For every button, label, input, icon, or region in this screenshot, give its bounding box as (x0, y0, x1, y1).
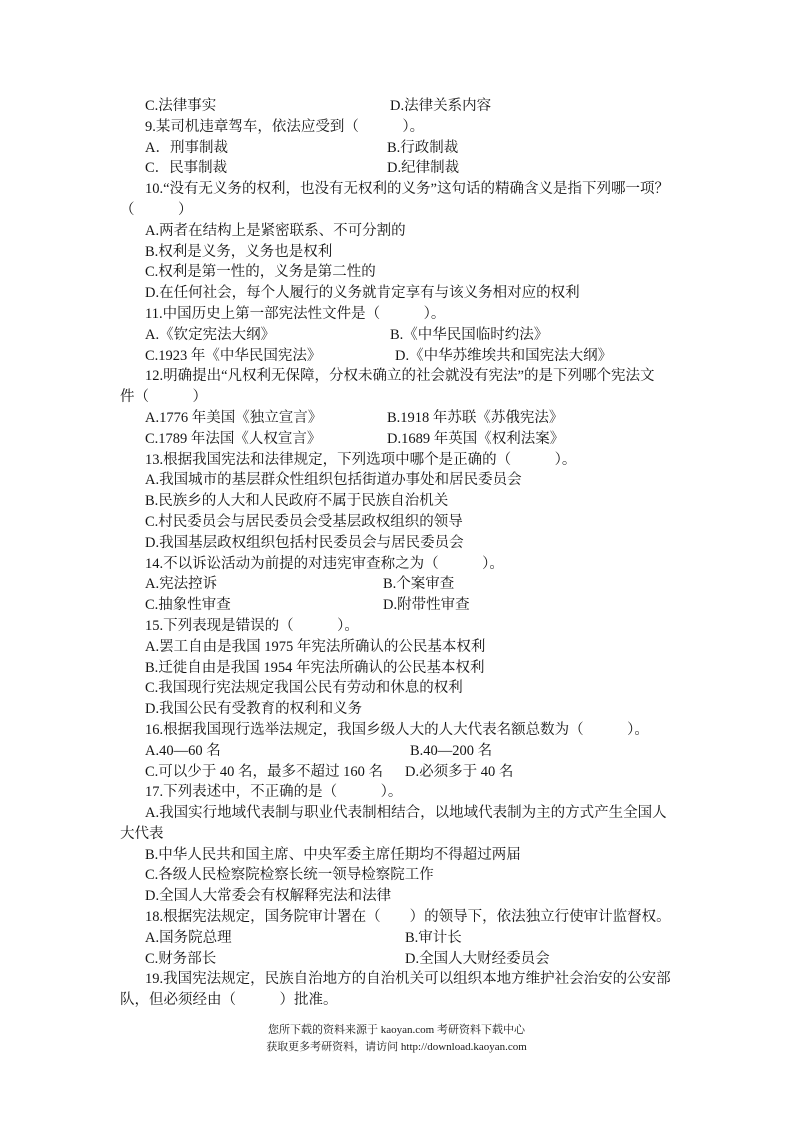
option-d: D.全国人大财经委员会 (405, 950, 550, 967)
question-16-options-ab (0, 741, 793, 762)
option-d: D.法律关系内容 (390, 98, 492, 114)
option-c: C．民事制裁 (145, 160, 228, 177)
option-d: D.纪律制裁 (387, 160, 460, 177)
option-a: A.宪法控诉 (145, 576, 218, 593)
option-a-continued: 大代表 (120, 825, 164, 842)
option-a: A.罢工自由是我国 1975 年宪法所确认的公民基本权利 (145, 638, 486, 655)
option-b: B.行政制裁 (387, 139, 459, 156)
question-14-options-cd (0, 595, 793, 616)
option-b: B.1918 年苏联《苏俄宪法》 (387, 409, 564, 426)
option-c: C.财务部长 (145, 950, 217, 967)
option-a: A.1776 年美国《独立宣言》 (145, 409, 323, 426)
option-c: C.各级人民检察院检察长统一领导检察院工作 (145, 867, 434, 884)
option-c: C.抽象性审查 (145, 597, 231, 614)
option-c: C.1789 年法国《人权宣言》 (145, 430, 322, 447)
option-d: D.在任何社会，每个人履行的义务就肯定享有与该义务相对应的权利 (145, 285, 580, 302)
option-c: C.村民委员会与居民委员会受基层政权组织的领导 (145, 513, 463, 530)
option-c: C.法律事实 (145, 98, 217, 114)
question-19-stem: 19.我国宪法规定，民族自治地方的自治机关可以组织本地方维护社会治安的公安部 (145, 971, 671, 988)
question-16-stem: 16.根据我国现行选举法规定，我国乡级人大的人大代表名额总数为（ ）。 (145, 721, 649, 738)
footer-url-line: 获取更多考研资料，请访问 http://download.kaoyan.com (266, 1041, 527, 1053)
question-9-stem: 9.某司机违章驾车，依法应受到（ ）。 (145, 118, 425, 135)
option-b: B.权利是义务，义务也是权利 (145, 243, 333, 260)
option-a: A.我国实行地域代表制与职业代表制相结合，以地域代表制为主的方式产生全国人 (145, 805, 667, 822)
option-c: C.可以少于 40 名，最多不超过 160 名 (145, 763, 384, 780)
option-a: A.《钦定宪法大纲》 (145, 326, 276, 343)
question-18-options-ab (0, 928, 793, 949)
question-11-options-cd (0, 346, 793, 367)
option-c: C.权利是第一性的，义务是第二性的 (145, 264, 376, 281)
question-8-options-cd (0, 96, 793, 117)
question-9-options-cd (0, 158, 793, 179)
exam-questions (0, 96, 793, 1011)
question-10-stem-continued: （ ） (120, 201, 193, 218)
question-19-stem-continued: 队，但必须经由（ ）批准。 (120, 992, 338, 1009)
option-b: B.审计长 (405, 929, 462, 946)
option-b: B.迁徙自由是我国 1954 年宪法所确认的公民基本权利 (145, 659, 485, 676)
footer-source-line: 您所下载的资料来源于 kaoyan.com 考研资料下载中心 (268, 1024, 525, 1036)
option-b: B.《中华民国临时约法》 (390, 326, 549, 343)
option-d: D.《中华苏维埃共和国宪法大纲》 (395, 347, 613, 364)
question-10-stem: 10.“没有无义务的权利，也没有无权利的义务”这句话的精确含义是指下列哪一项？ (145, 181, 669, 198)
option-c: C.我国现行宪法规定我国公民有劳动和休息的权利 (145, 680, 463, 697)
question-18-options-cd (0, 949, 793, 970)
option-b: B.民族乡的人大和人民政府不属于民族自治机关 (145, 493, 449, 510)
option-c: C.1923 年《中华民国宪法》 (145, 347, 322, 364)
question-13-stem: 13.根据我国宪法和法律规定，下列选项中哪个是正确的（ ）。 (145, 451, 577, 468)
question-11-options-ab (0, 325, 793, 346)
option-a: A．刑事制裁 (145, 139, 228, 156)
option-a: A.国务院总理 (145, 929, 232, 946)
option-a: A.40—60 名 (145, 742, 221, 759)
question-14-options-ab (0, 574, 793, 595)
option-d: D.我国公民有受教育的权利和义务 (145, 701, 363, 718)
option-a: A.两者在结构上是紧密联系、不可分割的 (145, 222, 406, 239)
option-b: B.40—200 名 (410, 742, 493, 759)
option-d: D.全国人大常委会有权解释宪法和法律 (145, 888, 392, 905)
question-12-stem: 12.明确提出“凡权利无保障，分权未确立的社会就没有宪法”的是下列哪个宪法文 (145, 368, 655, 385)
option-d: D.附带性审查 (383, 597, 470, 614)
page-footer (0, 1022, 793, 1056)
question-17-stem: 17.下列表述中，不正确的是（ ）。 (145, 784, 403, 801)
option-b: B.个案审查 (383, 576, 455, 593)
question-11-stem: 11.中国历史上第一部宪法性文件是（ ）。 (145, 305, 446, 322)
option-d: D.1689 年英国《权利法案》 (387, 430, 565, 447)
option-b: B.中华人民共和国主席、中央军委主席任期均不得超过两届 (145, 846, 521, 863)
option-d: D.我国基层政权组织包括村民委员会与居民委员会 (145, 534, 464, 551)
question-12-options-ab (0, 408, 793, 429)
option-d: D.必须多于 40 名 (405, 763, 514, 780)
question-18-stem: 18.根据宪法规定，国务院审计署在（ ）的领导下，依法独立行使审计监督权。 (145, 909, 671, 926)
question-16-options-cd (0, 762, 793, 783)
question-12-stem-continued: 件（ ） (120, 389, 207, 406)
question-9-options-ab (0, 138, 793, 159)
question-15-stem: 15.下列表现是错误的（ ）。 (145, 617, 359, 634)
option-a: A.我国城市的基层群众性组织包括街道办事处和居民委员会 (145, 472, 522, 489)
question-14-stem: 14.不以诉讼活动为前提的对违宪审查称之为（ ）。 (145, 555, 504, 572)
question-12-options-cd (0, 429, 793, 450)
